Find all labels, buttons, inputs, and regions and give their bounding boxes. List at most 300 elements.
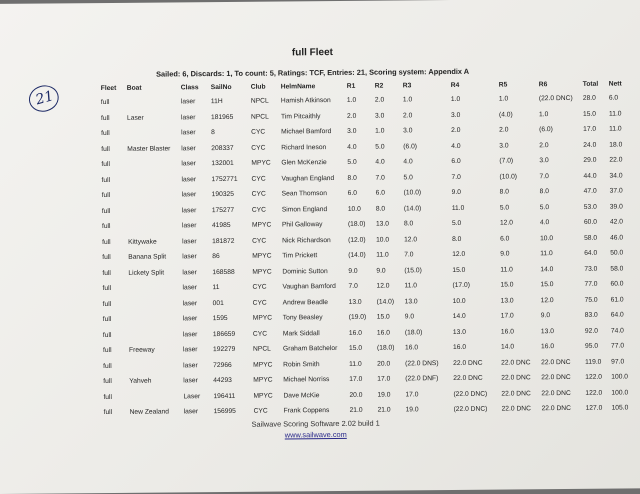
- cell-sail-no: 1595: [212, 315, 228, 323]
- cell-r1: 11.0: [349, 360, 362, 368]
- cell-r4: (17.0): [452, 282, 470, 290]
- cell-total: 60.0: [583, 218, 597, 227]
- cell-total: 24.0: [583, 141, 597, 149]
- cell-helm-name: Nick Richardson: [282, 236, 331, 245]
- cell-boat: [127, 125, 181, 141]
- cell-class: laser: [182, 237, 197, 246]
- cell-r4: 11.0: [451, 204, 465, 212]
- cell-nett: 77.0: [610, 342, 625, 350]
- cell-fleet: full: [102, 269, 111, 277]
- cell-r6: 22.0 DNC: [541, 358, 571, 366]
- cell-r5: 1.0: [498, 95, 509, 103]
- cell-r3: (6.0): [403, 143, 418, 151]
- cell-fleet: full: [103, 362, 112, 370]
- cell-sail-no: 181872: [212, 237, 235, 245]
- cell-r1: 7.0: [348, 283, 358, 291]
- cell-r4: 2.0: [451, 127, 461, 135]
- cell-sail-no: 196411: [213, 392, 236, 400]
- cell-r2: 3.0: [374, 112, 385, 120]
- cell-fleet: full: [103, 378, 112, 386]
- cell-helm-name: Tim Pitcaithly: [280, 112, 321, 121]
- cell-r5: 15.0: [500, 281, 514, 289]
- cell-sail-no: 72966: [213, 361, 232, 369]
- cell-nett: 37.0: [609, 187, 623, 195]
- cell-total: 77.0: [584, 280, 598, 289]
- cell-r1: 8.0: [347, 174, 357, 182]
- cell-r2: 16.0: [376, 329, 390, 337]
- cell-r3: (22.0 DNS): [405, 359, 439, 368]
- cell-r6: 3.0: [539, 157, 549, 165]
- cell-r1: 20.0: [349, 391, 363, 399]
- cell-class: laser: [182, 268, 197, 277]
- cell-r2: 17.0: [377, 375, 391, 383]
- cell-fleet: full: [102, 285, 112, 293]
- cell-r5: (7.0): [499, 157, 514, 165]
- cell-r2: 6.0: [375, 189, 385, 197]
- cell-sail-no: 001: [212, 299, 224, 307]
- cell-total: 15.0: [582, 110, 597, 118]
- cell-boat: Master Blaster: [127, 145, 171, 153]
- cell-fleet: full: [100, 114, 110, 122]
- cell-total: 58.0: [584, 234, 598, 242]
- cell-r2: 1.0: [375, 127, 385, 135]
- cell-r1: 17.0: [349, 376, 363, 384]
- header-helm-name: HelmName: [280, 82, 316, 90]
- cell-r1: 3.0: [347, 128, 357, 136]
- cell-r2: 10.0: [376, 236, 390, 244]
- cell-r6: 22.0 DNC: [541, 374, 571, 382]
- cell-class: laser: [181, 175, 197, 184]
- cell-club: MPYC: [252, 314, 273, 322]
- cell-r4: 1.0: [450, 96, 461, 104]
- cell-boat: Yahveh: [129, 377, 152, 386]
- cell-r2: (14.0): [376, 298, 395, 306]
- cell-nett: 6.0: [608, 94, 619, 102]
- cell-boat: [128, 203, 182, 219]
- cell-r2: 5.0: [375, 143, 385, 151]
- cell-boat: [129, 296, 183, 312]
- cell-r1: 1.0: [346, 97, 357, 105]
- cell-club: CYC: [252, 283, 267, 291]
- cell-helm-name: Michael Bamford: [281, 128, 332, 136]
- cell-class: laser: [181, 191, 197, 199]
- cell-club: MPYC: [253, 361, 273, 369]
- cell-helm-name: Hamish Atkinson: [280, 97, 331, 105]
- cell-r6: 16.0: [540, 343, 555, 351]
- cell-total: 47.0: [583, 187, 597, 196]
- cell-club: CYC: [251, 206, 266, 214]
- cell-r5: 22.0 DNC: [501, 390, 531, 398]
- header-r2: R2: [374, 82, 384, 90]
- cell-r5: (4.0): [498, 111, 513, 119]
- cell-boat: [127, 156, 181, 172]
- cell-club: MPYC: [252, 268, 272, 276]
- cell-helm-name: Glen McKenzie: [281, 159, 327, 167]
- cell-boat: Laser: [126, 114, 144, 122]
- cell-r6: 22.0 DNC: [541, 389, 571, 397]
- cell-total: 75.0: [584, 296, 598, 304]
- cell-fleet: full: [102, 254, 111, 262]
- cell-nett: 46.0: [610, 234, 624, 242]
- cell-boat: [127, 172, 181, 188]
- cell-sail-no: 156995: [213, 408, 236, 416]
- cell-r4: 10.0: [452, 297, 466, 305]
- cell-club: MPYC: [251, 221, 272, 229]
- cell-r5: 8.0: [499, 188, 509, 196]
- cell-r6: 11.0: [540, 250, 553, 258]
- cell-club: CYC: [252, 299, 267, 307]
- cell-nett: 100.0: [611, 389, 629, 397]
- cell-boat: [129, 389, 183, 405]
- cell-r3: 5.0: [403, 174, 413, 182]
- cell-r4: 3.0: [450, 111, 461, 119]
- cell-boat: [127, 94, 181, 110]
- cell-r5: 9.0: [500, 250, 510, 258]
- cell-fleet: full: [102, 316, 112, 324]
- cell-class: laser: [182, 315, 198, 323]
- cell-r3: 11.0: [404, 282, 418, 290]
- cell-r2: 19.0: [377, 391, 391, 399]
- header-r4: R4: [450, 81, 460, 89]
- sailwave-link[interactable]: www.sailwave.com: [284, 429, 347, 440]
- cell-r4: 15.0: [452, 266, 466, 274]
- handwritten-circled-number: [26, 82, 62, 115]
- header-r6: R6: [538, 80, 548, 88]
- cell-sail-no: 181965: [210, 113, 234, 121]
- cell-sail-no: 41985: [211, 222, 231, 230]
- cell-r6: 22.0 DNC: [541, 405, 571, 413]
- cell-r4: (22.0 DNC): [453, 390, 488, 398]
- cell-r3: 8.0: [403, 220, 414, 228]
- cell-r6: (22.0 DNC): [538, 95, 573, 103]
- cell-nett: 74.0: [610, 327, 624, 335]
- cell-fleet: full: [101, 161, 111, 169]
- cell-r2: 15.0: [376, 313, 390, 321]
- cell-nett: 61.0: [610, 296, 624, 304]
- cell-r6: (6.0): [539, 126, 553, 134]
- cell-r1: 21.0: [349, 407, 363, 415]
- cell-sail-no: 132001: [211, 160, 234, 168]
- cell-r5: 14.0: [500, 343, 515, 351]
- cell-boat: New Zealand: [129, 408, 170, 417]
- cell-class: laser: [180, 113, 196, 122]
- cell-r6: 15.0: [540, 281, 554, 289]
- cell-r4: 12.0: [452, 251, 466, 259]
- cell-nett: 18.0: [609, 141, 623, 149]
- cell-r1: 10.0: [347, 205, 361, 213]
- cell-r4: 4.0: [451, 142, 461, 150]
- cell-r4: 13.0: [452, 328, 466, 336]
- cell-r3: 3.0: [403, 127, 413, 135]
- cell-club: CYC: [251, 144, 266, 152]
- cell-nett: 100.0: [611, 373, 629, 381]
- cell-r5: 17.0: [500, 312, 514, 320]
- cell-class: laser: [182, 299, 198, 308]
- cell-club: NPCL: [250, 97, 269, 105]
- cell-r3: 16.0: [404, 344, 419, 352]
- header-sail-no: SailNo: [210, 83, 232, 91]
- cell-total: 64.0: [584, 249, 598, 258]
- cell-r4: 7.0: [451, 173, 461, 181]
- software-credit: Sailwave Scoring Software 2.02 build 1: [251, 418, 380, 429]
- cell-r4: 16.0: [452, 344, 467, 352]
- cell-sail-no: 11H: [210, 98, 223, 106]
- cell-r1: 13.0: [348, 298, 362, 306]
- cell-boat: [129, 358, 183, 374]
- cell-helm-name: Robin Smith: [283, 360, 320, 369]
- cell-r2: 4.0: [375, 158, 385, 166]
- cell-sail-no: 168588: [212, 268, 235, 276]
- cell-boat: [128, 218, 182, 234]
- cell-boat: Freeway: [128, 346, 155, 355]
- cell-class: laser: [182, 346, 198, 354]
- cell-r1: 9.0: [348, 267, 358, 275]
- cell-r6: 1.0: [538, 110, 549, 118]
- cell-sail-no: 186659: [212, 330, 236, 338]
- cell-r2: 2.0: [374, 96, 385, 104]
- cell-fleet: full: [102, 300, 112, 308]
- cell-r4: 6.0: [451, 158, 461, 166]
- cell-r2: 11.0: [376, 251, 389, 259]
- cell-fleet: full: [101, 130, 110, 138]
- cell-nett: 50.0: [610, 249, 624, 257]
- cell-boat: Kittywake: [128, 238, 157, 246]
- cell-total: 122.0: [585, 389, 603, 397]
- cell-nett: 11.0: [609, 125, 622, 133]
- cell-r2: 9.0: [376, 267, 386, 275]
- cell-club: MPYC: [252, 252, 272, 260]
- cell-fleet: full: [100, 99, 110, 107]
- header-r1: R1: [346, 82, 356, 90]
- cell-total: 122.0: [585, 373, 603, 382]
- table-body: [101, 90, 636, 420]
- cell-nett: 60.0: [610, 280, 624, 288]
- cell-r2: 21.0: [377, 406, 391, 414]
- cell-sail-no: 1752771: [211, 175, 238, 183]
- cell-helm-name: Vaughan Bamford: [282, 283, 336, 291]
- cell-club: MPYC: [253, 376, 273, 384]
- cell-total: 95.0: [584, 342, 599, 351]
- cell-r5: 5.0: [499, 204, 510, 212]
- cell-class: laser: [180, 98, 196, 106]
- cell-club: CYC: [251, 175, 266, 183]
- cell-helm-name: Tim Prickett: [282, 252, 318, 260]
- cell-r3: 7.0: [404, 251, 414, 259]
- cell-r2: 20.0: [377, 360, 391, 368]
- cell-class: laser: [182, 284, 198, 292]
- cell-r4: 9.0: [451, 189, 461, 197]
- cell-club: CYC: [251, 128, 266, 136]
- cell-total: 53.0: [583, 203, 597, 211]
- cell-nett: 39.0: [609, 203, 623, 211]
- cell-club: CYC: [252, 237, 267, 245]
- cell-r3: 1.0: [402, 96, 413, 104]
- cell-total: 29.0: [583, 156, 597, 165]
- cell-helm-name: Tony Beasley: [282, 314, 323, 322]
- cell-total: 83.0: [584, 311, 598, 320]
- header-r3: R3: [402, 81, 412, 89]
- cell-class: laser: [183, 361, 198, 370]
- cell-r3: 19.0: [405, 406, 419, 414]
- cell-r5: (10.0): [499, 173, 518, 181]
- header-boat: Boat: [126, 84, 142, 92]
- cell-boat: Lickety Split: [128, 269, 165, 277]
- cell-r4: 8.0: [452, 235, 462, 243]
- cell-r3: (10.0): [403, 189, 422, 197]
- cell-r1: (14.0): [348, 251, 366, 260]
- cell-r5: 22.0 DNC: [501, 374, 531, 382]
- cell-r2: 7.0: [375, 174, 385, 182]
- cell-helm-name: Michael Norriss: [283, 376, 330, 384]
- cell-club: NPCL: [250, 113, 269, 121]
- cell-fleet: full: [102, 238, 111, 246]
- header-fleet: Fleet: [100, 84, 117, 92]
- cell-r5: 13.0: [500, 297, 514, 305]
- cell-fleet: full: [102, 331, 112, 339]
- cell-r3: 17.0: [405, 391, 419, 399]
- cell-nett: 97.0: [611, 358, 625, 366]
- cell-r3: (15.0): [404, 267, 422, 275]
- cell-r6: 2.0: [539, 141, 549, 149]
- results-table: [101, 76, 636, 420]
- cell-helm-name: Dominic Sutton: [282, 267, 328, 276]
- cell-total: 119.0: [585, 358, 602, 366]
- cell-class: Laser: [183, 392, 201, 401]
- cell-r3: 13.0: [404, 298, 418, 306]
- cell-class: laser: [181, 222, 197, 230]
- cell-nett: 105.0: [611, 404, 629, 412]
- cell-nett: 64.0: [610, 311, 624, 319]
- cell-r6: 4.0: [539, 219, 550, 227]
- cell-total: 73.0: [584, 265, 598, 273]
- cell-r6: 8.0: [539, 188, 549, 196]
- cell-r1: 2.0: [346, 112, 357, 120]
- cell-club: MPYC: [251, 159, 271, 167]
- cell-r4: 22.0 DNC: [453, 359, 483, 367]
- cell-class: laser: [182, 253, 197, 261]
- cell-helm-name: Andrew Beadle: [282, 298, 329, 307]
- cell-class: laser: [181, 160, 196, 168]
- cell-r4: 14.0: [452, 313, 466, 321]
- cell-sail-no: 11: [212, 284, 220, 292]
- cell-r1: (19.0): [348, 313, 367, 322]
- cell-r3: 9.0: [404, 313, 415, 321]
- cell-fleet: full: [103, 409, 113, 417]
- cell-total: 127.0: [585, 404, 603, 413]
- cell-club: CYC: [253, 407, 268, 415]
- cell-class: laser: [181, 144, 196, 153]
- cell-r5: 6.0: [500, 235, 510, 243]
- cell-r1: (12.0): [348, 236, 366, 244]
- cell-fleet: full: [103, 393, 113, 401]
- page-title: full Fleet: [291, 47, 334, 59]
- cell-sail-no: 86: [212, 253, 220, 261]
- cell-r4: 5.0: [451, 220, 462, 228]
- cell-r2: (18.0): [376, 344, 395, 352]
- cell-nett: 42.0: [609, 218, 623, 226]
- cell-r2: 8.0: [375, 205, 386, 213]
- cell-helm-name: Simon England: [281, 205, 328, 214]
- cell-r6: 9.0: [540, 312, 551, 320]
- cell-helm-name: Richard Ineson: [281, 143, 327, 152]
- cell-boat: [128, 280, 182, 296]
- cell-r5: 3.0: [499, 142, 509, 150]
- cell-class: laser: [183, 408, 199, 416]
- cell-boat: [129, 311, 183, 327]
- cell-r1: 16.0: [348, 329, 362, 337]
- cell-sail-no: 44293: [213, 377, 232, 385]
- cell-fleet: full: [101, 192, 111, 200]
- cell-r2: 12.0: [376, 282, 390, 290]
- header-club: Club: [250, 83, 266, 91]
- cell-boat: Banana Split: [128, 253, 167, 262]
- cell-boat: [128, 187, 182, 203]
- race-summary: Sailed: 6, Discards: 1, To count: 5, Ratings: TCF, Entries: 21, Scoring system: Appendix A: [156, 66, 470, 79]
- cell-r6: 13.0: [540, 327, 554, 335]
- cell-r5: 22.0 DNC: [501, 359, 531, 367]
- cell-total: 44.0: [583, 172, 597, 180]
- cell-r3: 12.0: [404, 236, 418, 244]
- cell-r3: (14.0): [403, 205, 422, 213]
- header-r5: R5: [498, 81, 508, 89]
- cell-fleet: full: [101, 207, 111, 215]
- cell-class: laser: [181, 129, 196, 137]
- cell-r5: 16.0: [500, 328, 514, 336]
- cell-club: MPYC: [253, 392, 273, 400]
- cell-r6: 5.0: [539, 203, 550, 211]
- cell-sail-no: 190325: [211, 191, 235, 199]
- header-total: Total: [582, 80, 599, 88]
- cell-r5: 22.0 DNC: [501, 405, 531, 413]
- cell-total: 28.0: [582, 94, 596, 103]
- cell-r5: 12.0: [499, 219, 513, 227]
- cell-helm-name: Vaughan England: [281, 174, 335, 183]
- cell-helm-name: Graham Batchelor: [282, 345, 338, 353]
- cell-r3: (18.0): [404, 329, 423, 337]
- cell-r1: 6.0: [347, 190, 357, 198]
- cell-club: CYC: [252, 330, 268, 338]
- cell-r1: 15.0: [348, 345, 363, 353]
- cell-r3: 4.0: [403, 158, 413, 166]
- cell-r6: 12.0: [540, 296, 554, 304]
- cell-fleet: full: [103, 347, 112, 355]
- cell-r4: (22.0 DNC): [453, 405, 488, 414]
- cell-r3: 2.0: [402, 112, 413, 120]
- cell-total: 17.0: [583, 125, 597, 134]
- cell-r1: 4.0: [347, 143, 357, 151]
- cell-r2: 13.0: [375, 220, 389, 228]
- cell-r1: (18.0): [347, 220, 366, 229]
- cell-club: CYC: [251, 190, 266, 198]
- cell-boat: [129, 327, 183, 343]
- cell-class: laser: [182, 330, 198, 339]
- cell-sail-no: 192279: [212, 346, 236, 354]
- cell-sail-no: 175277: [211, 206, 235, 214]
- cell-nett: 34.0: [609, 172, 623, 180]
- cell-helm-name: Frank Coppens: [283, 407, 330, 415]
- cell-class: laser: [183, 377, 198, 385]
- cell-nett: 58.0: [610, 265, 624, 273]
- cell-helm-name: Phil Galloway: [281, 221, 323, 229]
- cell-sail-no: 8: [211, 129, 215, 137]
- cell-fleet: full: [101, 176, 111, 184]
- cell-r5: 11.0: [500, 266, 513, 274]
- cell-r4: 22.0 DNC: [453, 374, 483, 383]
- cell-fleet: full: [101, 223, 111, 231]
- header-class: Class: [180, 83, 199, 91]
- cell-r6: 7.0: [539, 172, 549, 180]
- cell-nett: 11.0: [608, 110, 622, 118]
